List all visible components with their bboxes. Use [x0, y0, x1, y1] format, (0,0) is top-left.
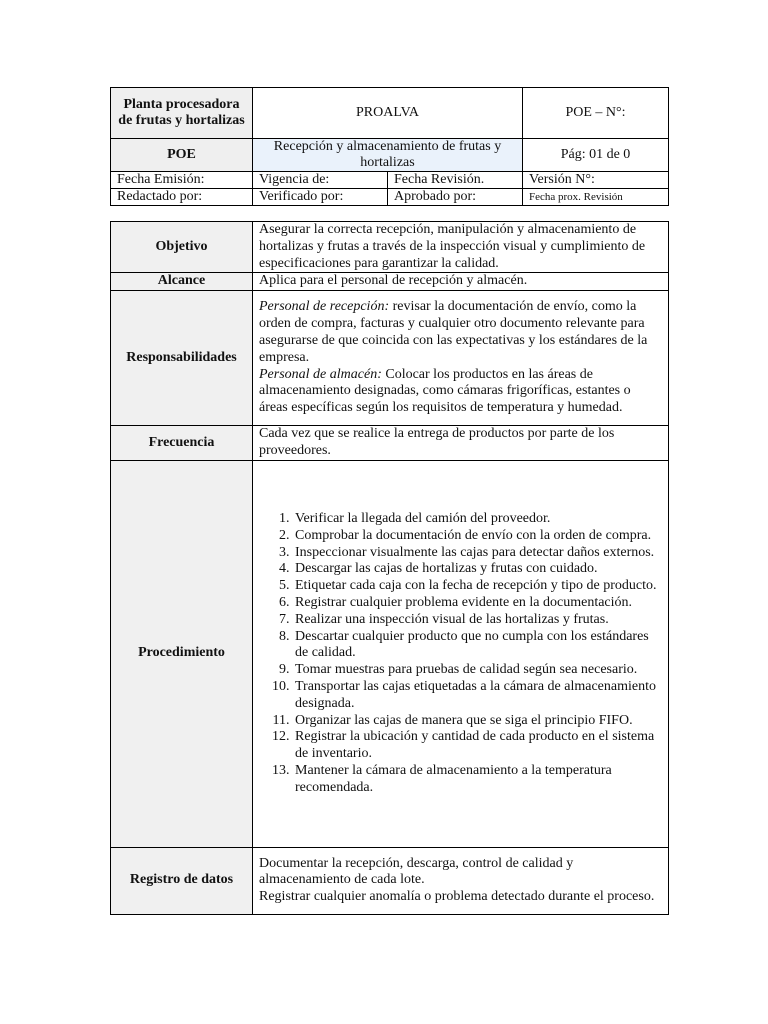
poe-number: POE – N°: [523, 88, 669, 139]
procedure-step: 4. Descargar las cajas de hortalizas y frutas con cuidado. [293, 561, 662, 578]
aprobado-field: Aprobado por: [388, 189, 523, 206]
version-field: Versión N°: [523, 172, 669, 189]
procedure-step: 6. Registrar cualquier problema evidente en la documentación. [293, 595, 662, 612]
registro-label: Registro de datos [111, 847, 253, 914]
procedure-step: 8. Descartar cualquier producto que no cumpla con los estándares de calidad. [293, 629, 662, 663]
procedimiento-label: Procedimiento [111, 460, 253, 847]
brand-name: PROALVA [253, 88, 523, 139]
company-name: Planta procesadora de frutas y hortalizas [111, 88, 253, 139]
procedure-step: 10. Transportar las cajas etiquetadas a la cámara de almacenamiento designada. [293, 679, 662, 713]
alcance-text: Aplica para el personal de recepción y almacén. [253, 273, 669, 291]
procedure-step: 3. Inspeccionar visualmente las cajas para detectar daños externos. [293, 545, 662, 562]
fecha-emision-field: Fecha Emisión: [111, 172, 253, 189]
fecha-revision-field: Fecha Revisión. [388, 172, 523, 189]
registro-text [253, 847, 669, 914]
alcance-label: Alcance [111, 273, 253, 291]
page-number: Pág: 01 de 0 [523, 139, 669, 172]
procedure-step: 11. Organizar las cajas de manera que se siga el principio FIFO. [293, 713, 662, 730]
registro-line-1: Documentar la recepción, descarga, control de calidad y almacenamiento de cada lote. [259, 855, 574, 888]
frecuencia-text: Cada vez que se realice la entrega de productos por parte de los proveedores. [253, 426, 669, 461]
redactado-field: Redactado por: [111, 189, 253, 206]
procedure-step: 7. Realizar una inspección visual de las hortalizas y frutas. [293, 612, 662, 629]
fecha-prox-revision-field: Fecha prox. Revisión [523, 189, 669, 206]
recepcion-paragraph [259, 299, 662, 366]
almacen-title: Personal de almacén: [259, 366, 382, 382]
procedure-body-table [110, 221, 669, 915]
procedure-step: 2. Comprobar la documentación de envío con la orden de compra. [293, 528, 662, 545]
document-header-table [110, 87, 669, 206]
procedure-step: 12. Registrar la ubicación y cantidad de cada producto en el sistema de inventario. [293, 729, 662, 763]
procedure-step: 5. Etiquetar cada caja con la fecha de recepción y tipo de producto. [293, 578, 662, 595]
frecuencia-label: Frecuencia [111, 426, 253, 461]
registro-line-2: Registrar cualquier anomalía o problema detectado durante el proceso. [259, 889, 655, 905]
recepcion-title: Personal de recepción: [259, 299, 390, 315]
objetivo-text: Asegurar la correcta recepción, manipulación y almacenamiento de hortalizas y frutas a través de la inspección visual y cumplimiento de especificaciones para garantizar la calidad. [253, 222, 669, 273]
procedure-step: 9. Tomar muestras para pruebas de calidad según sea necesario. [293, 662, 662, 679]
document-title: Recepción y almacenamiento de frutas y hortalizas [253, 139, 523, 172]
procedure-step: 1. Verificar la llegada del camión del proveedor. [293, 511, 662, 528]
almacen-paragraph [259, 367, 662, 417]
responsabilidades-label: Responsabilidades [111, 291, 253, 426]
vigencia-field: Vigencia de: [253, 172, 388, 189]
objetivo-label: Objetivo [111, 222, 253, 273]
almacen-text: Colocar los productos en las áreas de almacenamiento designadas, como cámaras frigoríficas, estantes o áreas específicas según los requisitos de temperatura y humedad. [259, 366, 631, 416]
responsabilidades-text [253, 291, 669, 426]
procedure-list [259, 511, 662, 797]
procedimiento-steps [253, 460, 669, 847]
procedure-step: 13. Mantener la cámara de almacenamiento a la temperatura recomendada. [293, 763, 662, 797]
recepcion-text: revisar la documentación de envío, como la orden de compra, facturas y cualquier otro documento relevante para asegurarse de que coincida con las expectativas y los estándares de la empresa. [259, 299, 648, 365]
verificado-field: Verificado por: [253, 189, 388, 206]
poe-label: POE [111, 139, 253, 172]
